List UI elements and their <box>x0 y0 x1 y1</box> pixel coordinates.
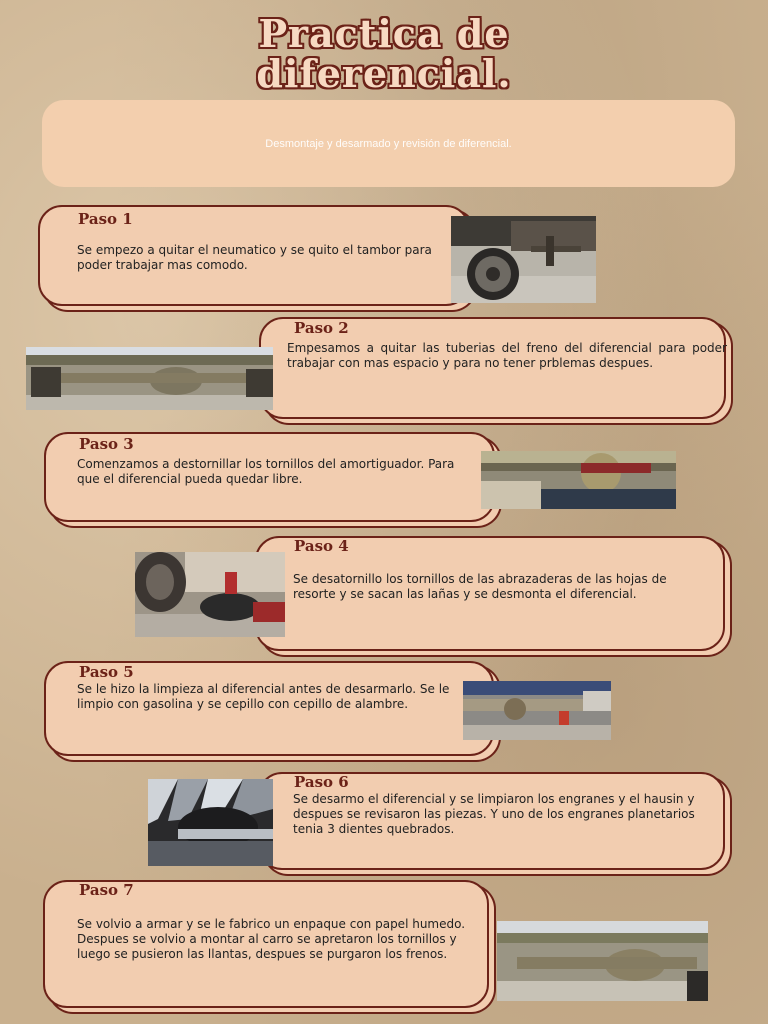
step-text-4: Se desatornillo los tornillos de las abrazaderas de las hojas de resorte y se sacan las lañas y se desmonta el diferencial. <box>293 572 667 601</box>
step-text-7: Se volvio a armar y se le fabrico un enpaque con papel humedo. Despues se volvio a montar al carro se apretaron los tornillos y luego se pusieron las llantas, despues se purgaron los frenos. <box>77 917 466 961</box>
step-text-2: Empesamos a quitar las tuberias del freno del diferencial para poder trabajar con mas espacio y para no tener prblemas despues. <box>287 341 727 370</box>
photo-step-4 <box>135 552 285 637</box>
step-title-1: Paso 1 <box>78 210 133 228</box>
step-title-7: Paso 7 <box>79 881 134 899</box>
step-text-3: Comenzamos a destornillar los tornillos del amortiguador. Para que el diferencial pueda quedar libre. <box>77 457 455 486</box>
step-title-2: Paso 2 <box>294 319 349 337</box>
step-title-5: Paso 5 <box>79 663 134 681</box>
intro-banner <box>42 100 735 187</box>
step-title-4: Paso 4 <box>294 537 349 555</box>
step-title-6: Paso 6 <box>294 773 349 791</box>
step-text-1: Se empezo a quitar el neumatico y se quito el tambor para poder trabajar mas comodo. <box>77 243 432 272</box>
photo-step-5 <box>463 681 611 740</box>
photo-step-6 <box>148 779 273 866</box>
step-text-5: Se le hizo la limpieza al diferencial antes de desarmarlo. Se le limpio con gasolina y se cepillo con cepillo de alambre. <box>77 682 450 711</box>
photo-step-1 <box>451 216 596 303</box>
intro-text: Desmontaje y desarmado y revisión de diferencial. <box>265 137 512 150</box>
photo-step-3 <box>481 451 676 509</box>
photo-step-2 <box>26 347 273 410</box>
title-line-2: diferencial. <box>256 51 512 96</box>
step-title-3: Paso 3 <box>79 435 134 453</box>
photo-step-7 <box>497 921 708 1001</box>
page-title <box>0 11 768 96</box>
step-text-6: Se desarmo el diferencial y se limpiaron los engranes y el hausin y despues se revisaron las piezas. Y uno de los engranes planetarios tenia 3 dientes quebrados. <box>293 792 695 836</box>
title-line-1: Practica de <box>258 11 510 56</box>
